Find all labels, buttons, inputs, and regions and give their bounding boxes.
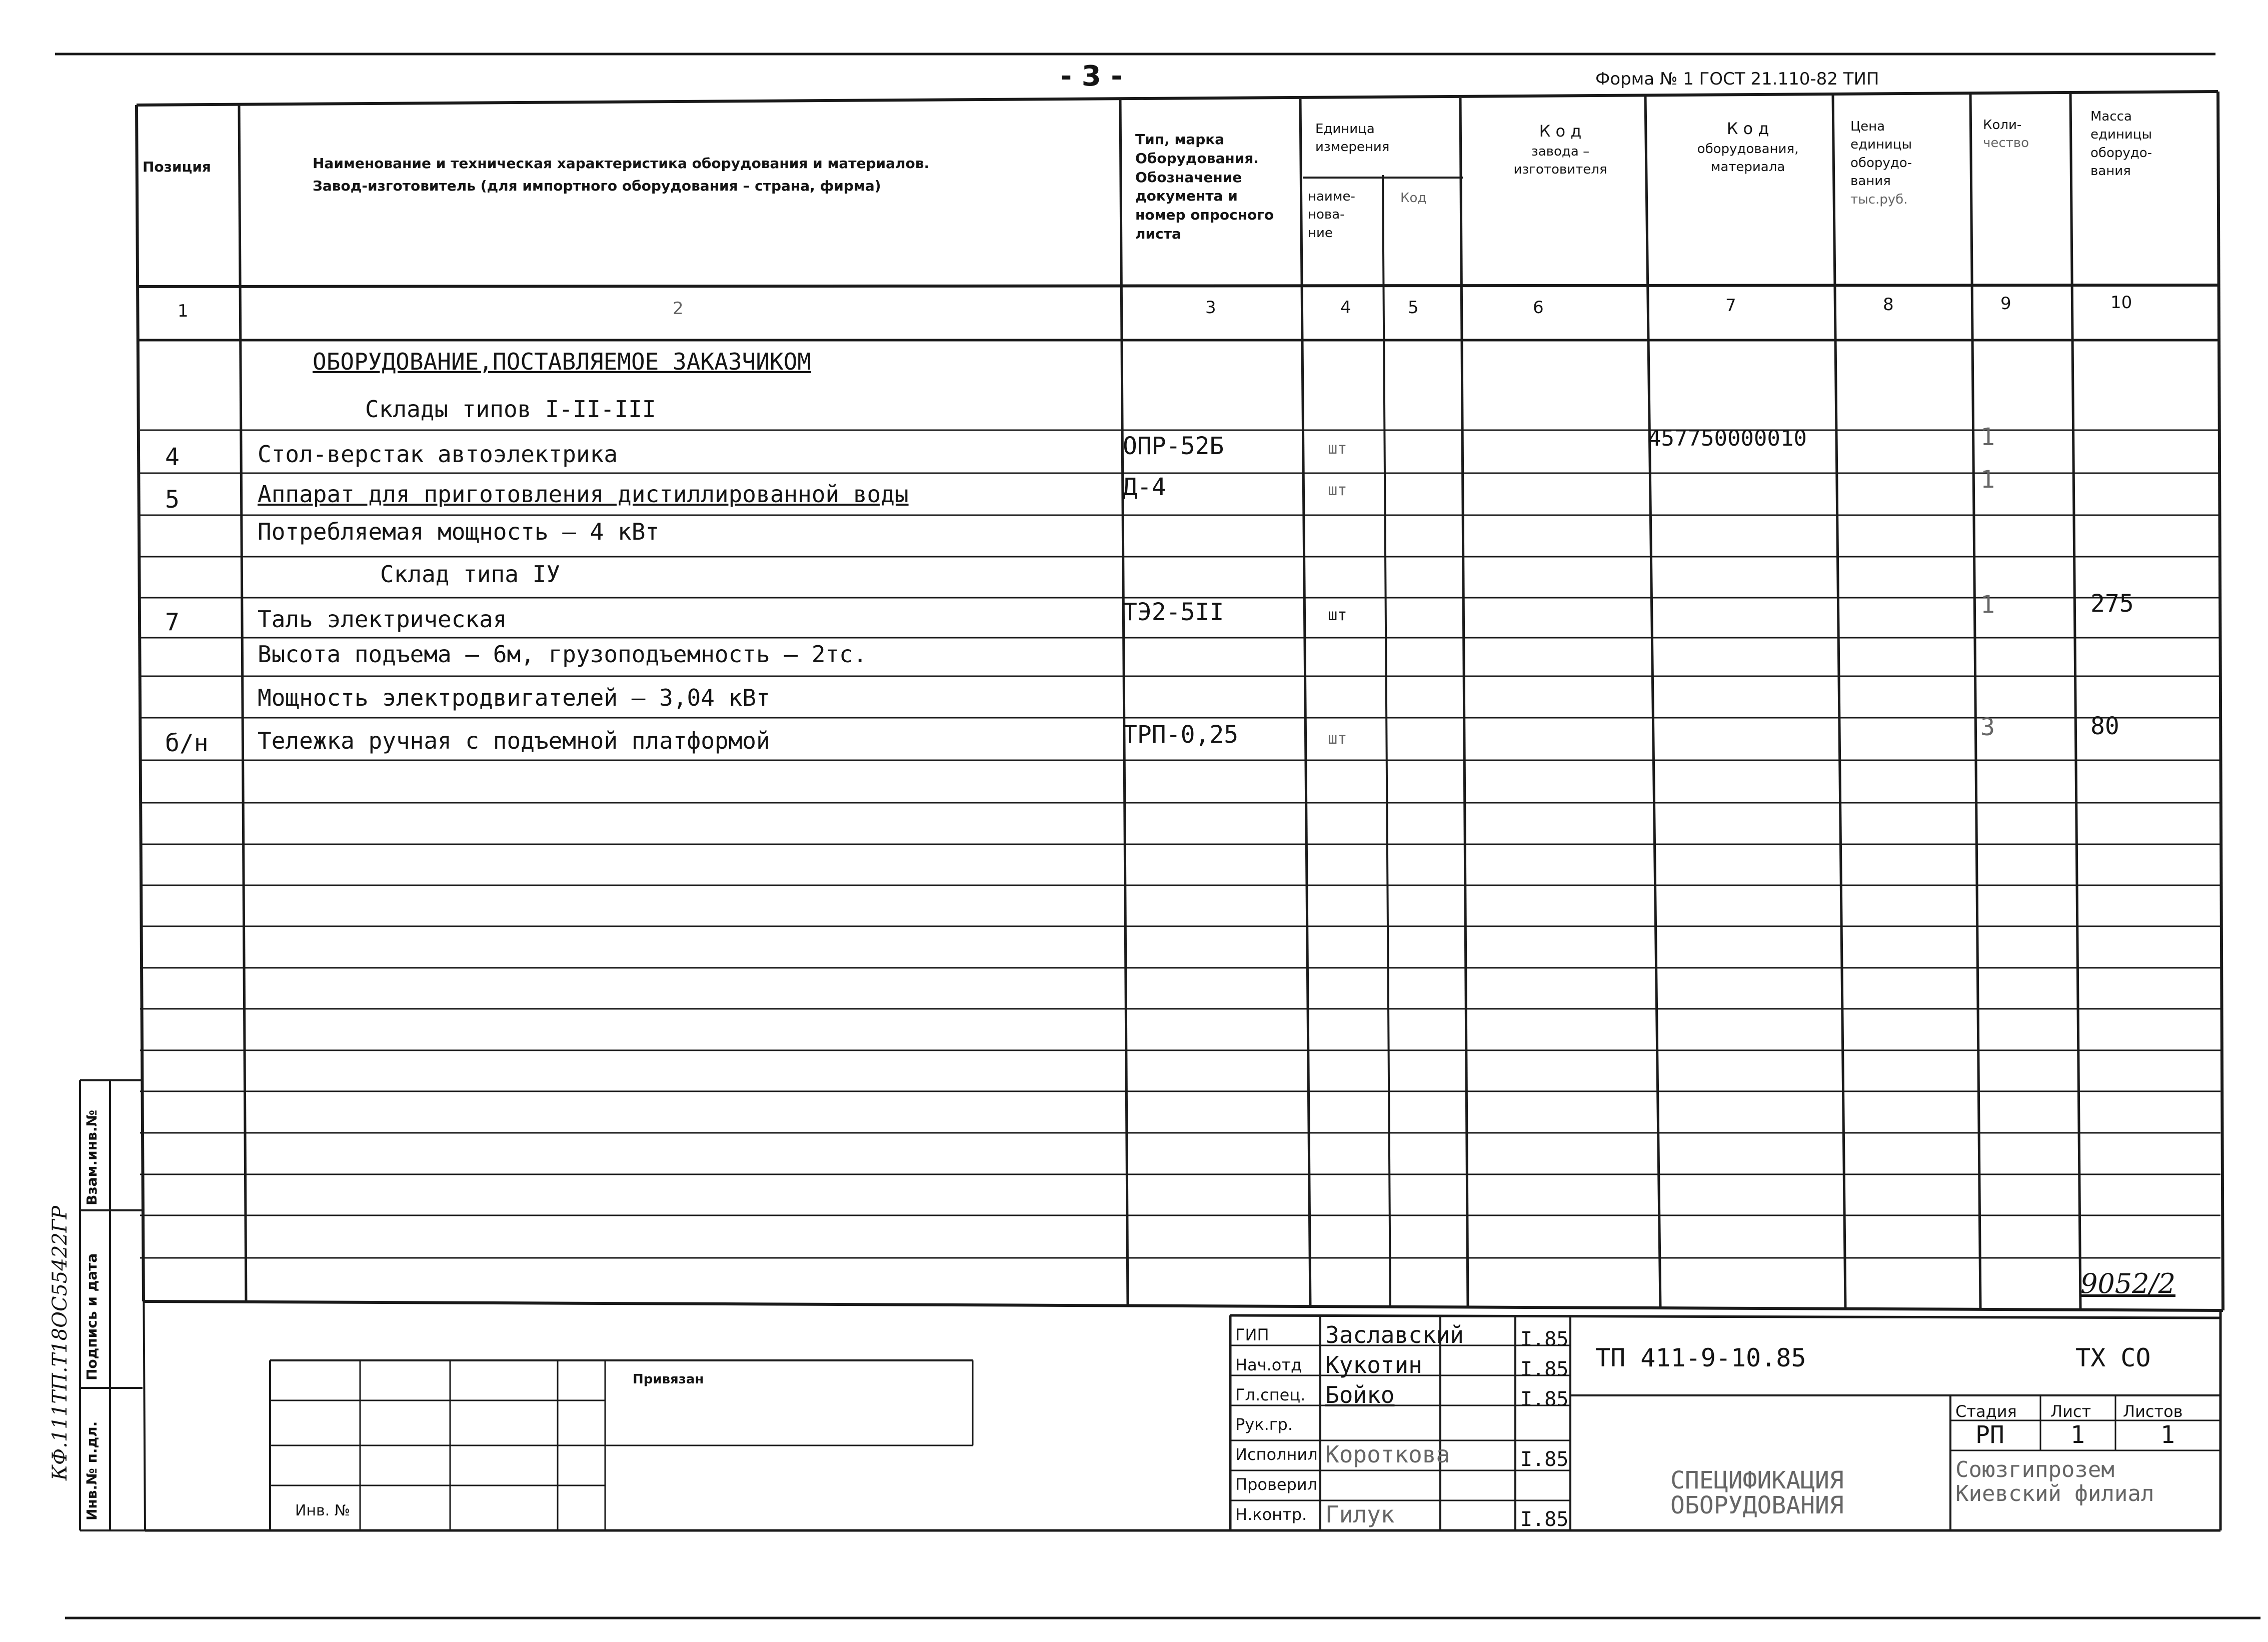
title-block-dates: I.85 I.85 I.85 I.85 I.85	[1520, 1328, 1569, 1531]
role-head-department: Нач.отд	[1235, 1355, 1302, 1374]
table-row-mass: 80	[2090, 712, 2119, 740]
header-factory-code: К о д завода – изготовителя	[1513, 122, 1607, 178]
table-row-qty: 1	[1980, 466, 1995, 494]
column-number-9: 9	[2000, 294, 2011, 314]
document-mark: ТХ СО	[2075, 1343, 2151, 1372]
name-head-department: Кукотин	[1325, 1351, 1422, 1378]
sheets-value: 1	[2160, 1421, 2175, 1449]
column-number-7: 7	[1725, 296, 1736, 316]
side-handwritten-code: КФ.111ТП.Т18ОС55422ГР	[49, 1205, 72, 1480]
form-label: Форма № 1 ГОСТ 21.110-82 ТИП	[1595, 69, 1879, 89]
table-row-pos: 7	[165, 608, 180, 636]
table-row-type: ТРП-0,25	[1123, 721, 1239, 749]
stage-value: РП	[1975, 1421, 2004, 1449]
table-row-unit: шт	[1328, 439, 1347, 458]
role-norm-control: Н.контр.	[1235, 1504, 1307, 1524]
role-executor: Исполнил	[1235, 1445, 1318, 1464]
table-row-unit: шт	[1328, 605, 1347, 624]
drawing-code: ТП 411-9-10.85	[1595, 1343, 1806, 1372]
header-name-line1: Наименование и техническая характеристика оборудования и материалов.	[313, 155, 930, 172]
role-gip: ГИП	[1235, 1325, 1269, 1344]
column-number-10: 10	[2110, 293, 2132, 313]
header-equipment-code: К о д оборудования, материала	[1697, 119, 1799, 175]
table-row-pos: б/н	[165, 729, 209, 757]
table-row-name: Потребляемая мощность – 4 кВт	[258, 518, 660, 545]
document-title: СПЕЦИФИКАЦИЯ ОБОРУДОВАНИЯ	[1670, 1466, 1844, 1520]
table-row-type: ОПР-52Б	[1123, 432, 1224, 460]
table-row-unit: шт	[1328, 729, 1347, 748]
stage-label: Стадия	[1955, 1402, 2017, 1421]
column-number-2: 2	[673, 299, 684, 319]
name-chief-specialist: Бойко	[1325, 1381, 1395, 1408]
inventory-label: Инв. №	[295, 1502, 351, 1519]
table-row-equipment-code: 457750000010	[1648, 426, 1807, 451]
table-row-pos: 5	[165, 486, 180, 514]
table-row-mass: 275	[2090, 590, 2134, 618]
header-quantity: Коли- чество	[1983, 118, 2029, 151]
header-price: Цена единицы оборудо- вания тыс.руб.	[1850, 119, 1912, 207]
table-row-name: Стол-верстак автоэлектрика	[258, 441, 618, 468]
sheet-label: Лист	[2050, 1402, 2091, 1421]
table-row-qty: 3	[1980, 713, 1995, 741]
header-unit-name: наиме- нова- ние	[1308, 189, 1355, 241]
table-row-section-title: ОБОРУДОВАНИЕ,ПОСТАВЛЯЕМОЕ ЗАКАЗЧИКОМ	[313, 348, 811, 375]
name-group-leader	[1325, 1410, 1464, 1440]
name-norm-control: Гилук	[1325, 1501, 1395, 1528]
column-number-8: 8	[1883, 295, 1894, 315]
table-row-pos: 4	[165, 443, 180, 471]
table-row-name: Мощность электродвигателей – 3,04 кВт	[258, 684, 770, 711]
sheets-label: Листов	[2123, 1402, 2183, 1421]
header-mass: Масса единицы оборудо- вания	[2090, 109, 2152, 179]
table-row-name: Таль электрическая	[258, 606, 507, 633]
column-number-6: 6	[1533, 298, 1544, 318]
role-checker: Проверил	[1235, 1475, 1318, 1494]
sheet-value: 1	[2070, 1421, 2085, 1449]
header-type: Тип, марка Оборудования. Обозначение документа и номер опросного листа	[1135, 131, 1274, 242]
role-group-leader: Рук.гр.	[1235, 1415, 1293, 1434]
role-chief-specialist: Гл.спец.	[1235, 1385, 1306, 1404]
side-stamp-inv-label: Инв.№ п.дл.	[84, 1421, 100, 1520]
side-stamp-signature-label: Подпись и дата	[84, 1253, 100, 1380]
title-block-names	[1325, 1320, 1464, 1530]
header-position: Позиция	[143, 159, 211, 175]
side-stamp-replace-label: Взам.инв.№	[84, 1109, 100, 1205]
column-number-5: 5	[1408, 298, 1419, 318]
drawing-number: 9052/2	[2080, 1268, 2175, 1299]
header-unit-group: Единица измерения	[1315, 122, 1390, 155]
column-number-1: 1	[178, 301, 189, 321]
table-row-subsection-2: Склад типа IУ	[380, 561, 561, 588]
page-number: - 3 -	[1060, 60, 1123, 93]
name-gip: Заславский	[1325, 1321, 1464, 1348]
table-row-name: Тележка ручная с подъемной платформой	[258, 727, 770, 754]
header-name-line2: Завод-изготовитель (для импортного оборудования – страна, фирма)	[313, 178, 881, 194]
table-row-name: Аппарат для приготовления дистиллированной воды	[258, 481, 909, 508]
table-row-type: Д-4	[1123, 473, 1166, 501]
table-row-unit: шт	[1328, 480, 1347, 499]
attached-label: Привязан	[633, 1372, 704, 1387]
header-unit-code: Код	[1400, 191, 1427, 206]
column-number-3: 3	[1205, 298, 1216, 318]
organization-name: Союзгипрозем Киевский филиал	[1955, 1457, 2154, 1507]
name-executor: Короткова	[1325, 1441, 1450, 1468]
name-checker	[1325, 1470, 1464, 1500]
table-row-qty: 1	[1980, 423, 1995, 451]
title-block-roles	[1235, 1320, 1318, 1530]
table-row-type: ТЭ2-5II	[1123, 598, 1224, 626]
table-row-subsection-1: Склады типов I-II-III	[365, 396, 656, 423]
table-row-qty: 1	[1980, 591, 1995, 619]
table-row-name: Высота подъема – 6м, грузоподъемность – 2тс.	[258, 641, 867, 668]
column-number-4: 4	[1340, 298, 1351, 318]
